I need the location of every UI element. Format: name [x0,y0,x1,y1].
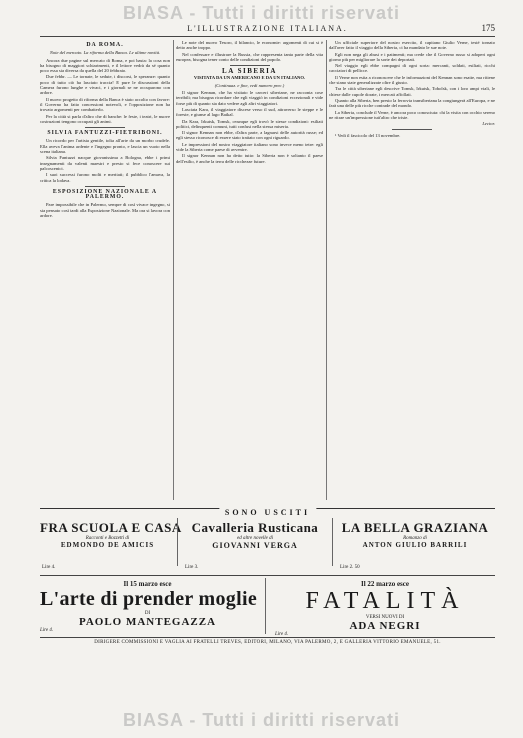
paragraph: Da Kara, Irkutsk, Tomsk, ovunque egli trovò le stesse condizioni: esiliati politici, delinquenti comuni, tutti confusi nella stessa miseria. [176,118,323,129]
ad-title: FRA SCUOLA E CASA [40,520,182,535]
paragraph: Silvia Fantuzzi nacque giovanissima a Bologna, ebbe i primi insegnamenti da valenti maestri e presto si fece conoscere sui palcoscenici. [40,155,170,171]
ad-subtitle: ed altre novelle di [236,536,274,541]
paragraph: Per la città si parla d'altro che di banche: le feste, i teatri, le nuove costruzioni tengono occupati gli animi. [40,113,170,124]
ad-price: Lire 2. 50 [340,565,360,570]
section-title-silvia: SILVIA FANTUZZI-FIETRIBONI. [47,130,163,137]
paragraph: I suoi successi furono molti e meritati; il pubblico l'amava, la critica la lodava. [40,172,170,183]
ad-la-bella-graziana [335,520,495,549]
divider [85,186,125,187]
section-title-da-roma: DA ROMA. [86,42,124,48]
paragraph: Lasciata Kara, il viaggiatore discese verso il sud, attraverso le steppe e le foreste, e giunse al lago Baikal. [176,106,323,118]
paragraph: Pare impossibile che in Palermo, sempre di così vivace ingegno, si sia pensato così tardi alla Esposizione Nazionale. Ma ora si lavora con ardore. [40,202,170,219]
page-title: L'ILLUSTRAZIONE ITALIANA. [187,24,348,33]
column-rule [326,40,327,500]
ad-title: LA BELLA GRAZIANA [341,520,489,535]
ad-price: Lire 4. [40,628,54,633]
ad-price: Lire 4. [275,632,289,637]
ad-cavalleria-rusticana [180,520,330,550]
divider [85,127,125,128]
ad-subtitle: Racconti e Bozzetti di [85,536,130,541]
divider [392,129,432,130]
ad-arte-di-prender-moglie [40,580,255,633]
section-subtitle: Note del mercato. La riforma della Banca. Le ultime novità. [49,50,161,56]
column-1 [40,40,170,510]
ad-author: GIOVANNI VERGA [212,541,298,550]
column-rule [173,40,174,500]
ad-author: ADA NEGRI [349,620,421,632]
watermark-top: BIASA - Tutti i diritti riservati [122,3,401,23]
paragraph: Due febbr. — Le tornate, le sedute, i discorsi, le speranze: quanto poco di tutto ciò ha lasciato traccia! E pure le discussioni della Camera furono lunghe e vivaci, e i giornali se ne occuparono con ardore. [40,74,170,96]
ad-author: EDMONDO DE AMICIS [60,541,155,549]
paragraph: Nel confessare e illustrare la Russia, che rappresenta tanta parte della vita europea, bisogna tener conto delle condizioni del popolo. [176,51,323,62]
paragraph: Quanto alla Siberia, ben presto la ferrovia transiberiana la congiungerà all'Europa, e ne farà una delle più ricche contrade del mondo. [329,97,495,109]
section-title-siberia: LA SIBERIA [222,67,277,76]
page-header [40,22,495,37]
ad-divider [177,518,178,566]
paragraph: Un ricordo per l'artista gentile, tolta all'arte da un morbo crudele. Ella aveva l'anima ardente e l'ingegno pronto, e lascia un vuoto nella scena italiana. [40,138,170,155]
footnote: ¹ Vedi il fascicolo del 13 novembre. [335,133,401,139]
section-title-esposizione: ESPOSIZIONE NAZIONALE A PALERMO. [52,188,158,201]
publisher-footer: DIRIGERE COMMISSIONI E VAGLIA AI FRATELLI TREVES, EDITORI, MILANO, VIA PALERMO, 2, E GALLERIA VITTORIO EMANUELE, 51. [40,637,495,645]
ad-di: DI [144,611,151,616]
paragraph: Il signor Kennan non ebbe, d'altra parte, a lagnarsi delle autorità russe; ed egli stesso riconosce di essere stato trattato con ogni riguardo. [176,130,323,141]
ad-divider [332,518,333,566]
paragraph: Egli non nega gli abusi e i patimenti; ma crede che il Governo russo si adoperi ogni giorno più per migliorare la sorte dei deportati. [329,51,495,62]
sono-usciti-label: SONO USCITI [219,508,316,517]
paragraph: Le note del nuovo Tesoro, il bilancio, le economie: argomenti di cui si è detto anche troppo. [176,40,323,51]
paragraph: Il Verne non esita a riconoscere che le informazioni del Kennan sono esatte, ma ritiene che siano state generalizzate oltre il giusto. [329,74,495,86]
paragraph: Il nuovo progetto di riforma della Banca è stato accolto con favore: il Governo ha fatto concessioni notevoli, e l'opposizione non ha trovato argomenti per combatterlo. [40,96,170,113]
page-number: 175 [481,23,495,33]
ad-title: FATALITÀ [305,588,465,614]
section-note: (Continuaz. e fine, vedi numero prec.) [214,82,285,88]
ad-author: PAOLO MANTEGAZZA [78,616,217,628]
paragraph: Un ufficiale superiore del nostro esercito, il capitano Giulio Verne, testé tornato dall'aver fatto il viaggio della Siberia, ci ha mandato le sue note. [329,40,495,51]
sono-usciti-banner [40,508,495,519]
column-3 [329,40,495,510]
paragraph: Tra le città siberiane egli descrive Tomsk, Irkutsk, Tobolsk, con i loro ampi viali, le chiese dalle cupole dorate, i mercati affollati. [329,86,495,97]
paragraph: La Siberia, conclude il Verne, è ancora poco conosciuta: chi la visita con occhio sereno ne ritrae un'impressione tutt'altro che triste. [329,109,495,120]
ad-subtitle: VERSI NUOVI DI [365,615,405,620]
divider [230,65,270,66]
ad-divider [265,578,266,634]
watermark-bottom: BIASA - Tutti i diritti riservati [122,710,401,730]
ad-title: L'arte di prender moglie [40,588,257,610]
ad-fra-scuola-e-casa [40,520,182,549]
column-2 [176,40,323,510]
ad-title: Cavalleria Rusticana [191,520,319,535]
ad-release-date: Il 15 marzo esce [123,580,172,588]
paragraph: Le impressioni del nostro viaggiatore italiano sono invece meno tetre: egli vide la Siberia come paese di avvenire. [176,141,323,153]
ad-price: Lire 4. [42,565,56,570]
ad-release-date: Il 22 marzo esce [360,580,409,588]
paragraph: Nel viaggio egli ebbe compagni di ogni sorta: mercanti, soldati, esiliati, ricchi cacciatori di pellicce. [329,63,495,74]
ad-subtitle: Romanzo di [403,536,427,541]
signature: Lector. [482,121,495,127]
paragraph: Ancora due pagine sul mercato di Roma, e poi basta: la cosa non ha bisogno di maggiori schiarimenti, e il lettore vedrà da sé quanto poco essa sia diversa da quella del 20 febbraio. [40,57,170,74]
paragraph: Il signor Kennan non ha detto tutto: la Siberia non è soltanto il paese dell'esilio, è anche la terra delle ricchezze future. [176,153,323,164]
ad-separator [40,575,495,576]
paragraph: Il signor Kennan, che ha visitato le carceri siberiane, ne racconta cose terribili; ma bisogna ricordare che egli viaggiò in condizioni eccezionali e vide forse più di quanto sia dato vedere agli altri viaggiatori. [176,90,323,106]
ad-author: ANTON GIULIO BARRILI [362,541,468,549]
ad-price: Lire 3. [185,565,199,570]
section-subtitle: VISITATA DA UN AMERICANO E DA UN ITALIANO. [193,75,306,81]
ad-fatalita [275,580,495,637]
